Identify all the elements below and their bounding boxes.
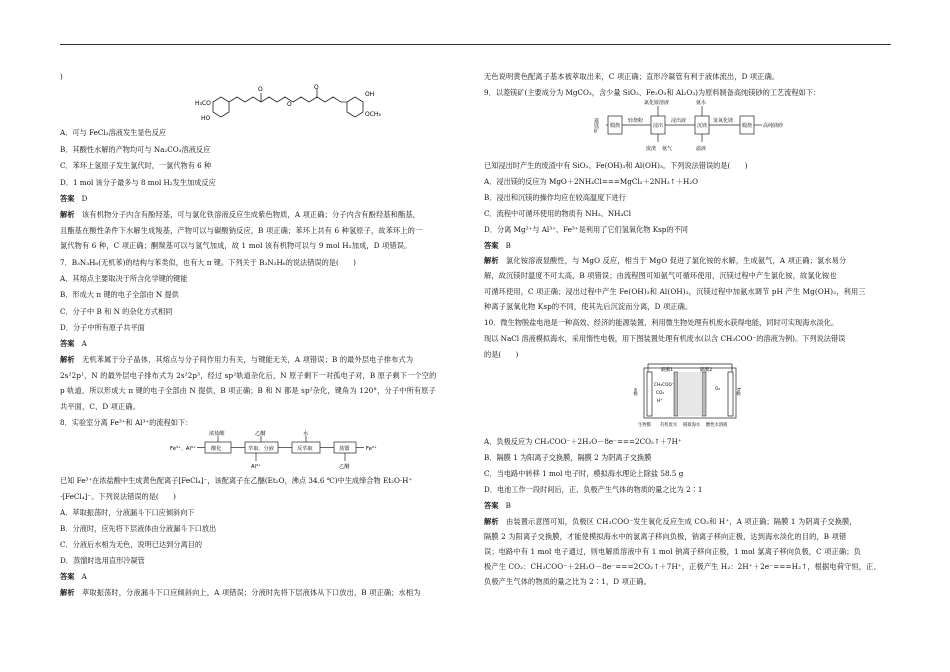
- q9-flow-ammonia: 氨水: [696, 100, 707, 106]
- q10-exp-4: 极产生 CO₂：CH₃COO⁻＋2H₂O－8e⁻===2CO₂↑＋7H⁺，正极产生 H₂：2H⁺＋2e⁻===H₂↑，根据电荷守恒，正、: [484, 562, 881, 571]
- q8-text-1: 已知 Fe³⁺在浓盐酸中生成黄色配离子[FeCl₄]⁻，该配离子在乙醚(Et₂O，沸点 34.6 ℃)中生成缔合物 Et₂O·H⁺: [60, 476, 413, 485]
- q8-flow-start: Fe³⁺、Al³⁺: [170, 446, 196, 452]
- q9-flow-b2out: 浸出液: [671, 118, 687, 124]
- q9-flow-raw: 菱镁矿: [593, 118, 599, 133]
- mol-o1: O: [258, 86, 263, 93]
- q6-option-d: D．1 mol 该分子最多与 8 mol H₂发生加成反应: [60, 178, 216, 187]
- q10-acetate: CH₃COO⁻: [654, 383, 674, 388]
- q6-exp-1: [60, 210, 420, 221]
- q9-text-1: 已知浸出时产生的废渣中有 SiO₂、Fe(OH)₃和 Al(OH)₃。下列说法错误的是( ): [484, 161, 748, 170]
- q7-exp-1: [60, 355, 413, 366]
- q9-exp-text-1: 氯化铵溶液显酸性，与 MgO 反应，相当于 MgO 促进了氯化铵的水解，生成氨气，A 项正确；氯水易分: [506, 256, 847, 265]
- q10-co2: CO₂: [656, 391, 665, 396]
- q9-exp-3: 可循环使用，C 项正确；浸出过程中产生 Fe(OH)₃和 Al(OH)₃，沉镁过程中加氨水调节 pH 产生 Mg(OH)₂，利用三: [484, 287, 866, 296]
- q9-flow-filtrate: 滤液: [696, 146, 707, 152]
- q10-option-a: A．负极反应为 CH₃COO⁻＋2H₂O－8e⁻===2CO₂↑＋7H⁺: [484, 437, 682, 446]
- q9-option-a: A．浸出镁的反应为 MgO＋2NH₄Cl===MgCl₂＋2NH₃↑＋H₂O: [484, 177, 698, 186]
- q10-exp-2: 隔膜 2 为阳离子交换膜，才能使模拟海水中的氯离子移向负极，钠离子移向正极，达到海水淡化的目的，B 项错: [484, 532, 847, 541]
- q8-answer: A: [81, 572, 87, 581]
- q10-option-b: B．隔膜 1 为阳离子交换膜，隔膜 2 为阴离子交换膜: [484, 453, 652, 462]
- q10-cap-seawater: 模拟海水: [683, 423, 701, 428]
- q10-answer-line: [484, 501, 511, 512]
- q10-stem-2: 现以 NaCl 溶液模拟海水，采用惰性电极，用下图装置处理有机废水(以含 CH₃COO⁻的溶液为例)。下列说法错误: [484, 334, 846, 343]
- q8-flow-box2: 萃取、分液: [248, 446, 274, 452]
- q9-answer-line: [484, 241, 511, 252]
- q8-flow-reagent3: 水: [303, 431, 309, 437]
- q10-option-d: D．电池工作一段时间后，正、负极产生气体的物质的量之比为 2∶1: [484, 485, 703, 494]
- q7-exp-text-1: 无机苯属于分子晶体，其熔点与分子间作用力有关，与键能无关，A 项错误；B 的最外层电子排布式为: [82, 355, 414, 364]
- q8-option-d: D．蒸馏时选用直形冷凝管: [60, 556, 145, 565]
- answer-label: 答案: [60, 572, 75, 581]
- q6-option-c: C．苯环上氢原子发生氯代时，一氯代物有 6 种: [60, 161, 212, 170]
- q9-flow-b4: 煅烧: [742, 123, 753, 129]
- q8-flow-end: Fe³⁺: [366, 446, 377, 452]
- q8-flow-box4: 蒸馏: [339, 446, 350, 452]
- header-rule: [60, 44, 891, 45]
- q8-flow-reagent2: 乙醚: [255, 431, 266, 437]
- q8-flow-out2: 乙醚: [339, 464, 350, 470]
- q6-exp-3: 氯代物有 6 种，C 项正确；酮羰基可以与氢气加成，故 1 mol 该有机物可以与 9 mol H₂加成，D 项错误。: [60, 241, 412, 250]
- q10-exp-1: [484, 517, 857, 528]
- exp-label: 解析: [60, 210, 75, 219]
- q8-flow-out1: Al³⁺: [251, 464, 261, 470]
- q6-option-b: B．其酸性水解的产物均可与 Na₂CO₃溶液反应: [60, 145, 211, 154]
- q8-exp-continued: 无色说明黄色配离子基本被萃取出来，C 项正确；直形冷凝管有利于液体流出，D 项正确。: [484, 72, 780, 81]
- q10-a-electrode: a极: [632, 388, 638, 396]
- mol-oh-right: OH: [365, 91, 375, 98]
- q8-flow-box3: 反萃取: [297, 446, 313, 452]
- q10-stem-3: 的是( ): [484, 350, 519, 359]
- q7-option-a: A．其熔点主要取决于所含化学键的键能: [60, 274, 188, 283]
- q7-stem: 7．B₃N₃H₆(无机苯)的结构与苯类似，也有大 π 键。下列关于 B₃N₃H₆的说法错误的是( ): [60, 258, 356, 267]
- q10-exp-3: 误；电路中有 1 mol 电子通过，则电解质溶液中有 1 mol 钠离子移向正极，1 mol 氯离子移向负极，C 项正确；负: [484, 547, 861, 556]
- q9-flow-b1out: 轻烧粉: [628, 118, 644, 124]
- mol-ome-left: H₃CO: [195, 100, 211, 107]
- q7-option-d: D．分子中所有原子共平面: [60, 323, 145, 332]
- q9-flow-gas: 氨气: [662, 146, 673, 152]
- q8-flow-box1: 酸化: [211, 446, 222, 452]
- q8-exp-text-1: 萃取振荡时，分液漏斗下口应倾斜向上，A 项错误；分液时先将下层液体从下口放出，B 项正确；水相为: [82, 588, 421, 597]
- q10-b-electrode: b极: [735, 388, 741, 396]
- q9-flow-b1: 煅烧: [610, 123, 621, 129]
- q10-membrane1: 隔膜1: [661, 368, 674, 373]
- q7-option-b: B．形成大 π 键的电子全部由 N 提供: [60, 290, 179, 299]
- mol-ome-right: OCH₃: [365, 111, 381, 118]
- q9-stem: 9．以菱镁矿(主要成分为 MgCO₃，含少量 SiO₂、Fe₂O₃和 Al₂O₃)为原料制备高纯镁砂的工艺流程如下：: [484, 88, 821, 97]
- q10-hplus: H⁺: [657, 399, 663, 404]
- q10-cap-wastewater: 有机废水: [660, 423, 678, 428]
- q8-answer-line: [60, 572, 87, 583]
- q10-battery-diagram: [634, 360, 746, 432]
- q9-flow-b3out: 氢氧化镁: [713, 118, 734, 124]
- q10-stem-1: 10．微生物脱盐电池是一种高效、经济的能源装置，利用微生物处理有机废水获得电能，同时可实现海水淡化。: [484, 318, 839, 327]
- q6-answer: D: [81, 194, 88, 203]
- q10-option-c: C．当电路中转移 1 mol 电子时，模拟海水理论上除盐 58.5 g: [484, 469, 684, 478]
- q10-exp-5: 负极产生气体的物质的量之比为 2∶1，D 项正确。: [484, 577, 651, 586]
- q10-cap-acidic: 酸性水溶液: [706, 423, 728, 428]
- exp-label: 解析: [484, 517, 499, 526]
- q9-exp-1: [484, 256, 846, 267]
- q7-exp-4: 共平面，C、D 项正确。: [60, 402, 141, 411]
- q6-exp-text-1: 该有机物分子内含有酚羟基，可与氯化铁溶液反应生成紫色物质，A 项正确；分子内含有酚羟基和酯基，: [82, 210, 420, 219]
- answer-label: 答案: [484, 501, 499, 510]
- q9-flowchart: [593, 98, 786, 153]
- q10-o2: O₂: [715, 387, 721, 392]
- q8-option-c: C．分液后水相为无色，说明已达到分离目的: [60, 540, 203, 549]
- q9-flow-product: 高纯镁砂: [763, 123, 784, 129]
- q6-exp-2: 且酯基在酸性条件下水解生成羧基，产物可以与碳酸钠反应，B 项正确；苯环上共有 6 种氢原子，故苯环上的一: [60, 226, 423, 235]
- q9-exp-2: 解，故沉镁时温度不可太高，B 项错误；由流程图可知氨气可循环使用，沉镁过程中产生氯化铵，故氯化铵也: [484, 271, 837, 280]
- molecule-structure: [195, 84, 395, 130]
- top-paren: ): [60, 72, 63, 81]
- answer-label: 答案: [484, 241, 499, 250]
- q9-option-d: D．分离 Mg²⁺与 Al³⁺、Fe³⁺是利用了它们氢氧化物 Ksp的不同: [484, 225, 688, 234]
- q9-answer: B: [505, 241, 511, 250]
- exp-label: 解析: [60, 355, 75, 364]
- answer-label: 答案: [60, 194, 75, 203]
- q6-answer-line: [60, 194, 87, 205]
- answer-label: 答案: [60, 339, 75, 348]
- q10-answer: B: [505, 501, 511, 510]
- q9-flow-waste: 废渣: [646, 146, 657, 152]
- q7-exp-2: 2s²2p¹，N 的最外层电子排布式为 2s²2p³，经过 sp²轨道杂化后，N 原子剩下一对孤电子对，B 原子剩下一个空的: [60, 371, 437, 380]
- q8-flowchart: [170, 430, 390, 474]
- q9-option-c: C．流程中可循环使用的物质有 NH₃、NH₄Cl: [484, 209, 632, 218]
- q8-flow-reagent1: 浓盐酸: [209, 431, 225, 437]
- q7-answer-line: [60, 339, 87, 350]
- q7-answer: A: [81, 339, 87, 348]
- q8-text-2: ·[FeCl₄]⁻。下列说法错误的是( ): [60, 492, 176, 501]
- q8-stem: 8．实验室分离 Fe³⁺和 Al³⁺的流程如下：: [60, 418, 193, 427]
- q8-exp-1: [60, 588, 421, 599]
- q9-flow-solvent: 氯化铵溶液: [644, 100, 670, 106]
- q10-membrane2: 隔膜2: [700, 368, 713, 373]
- q9-flow-b3: 沉镁: [697, 123, 708, 129]
- q9-option-b: B．浸出和沉镁的操作均应在较高温度下进行: [484, 193, 626, 202]
- q6-option-a: A．可与 FeCl₃溶液发生显色反应: [60, 128, 167, 137]
- q10-exp-text-1: 由装置示意图可知，负极区 CH₃COO⁻发生氧化反应生成 CO₂和 H⁺，A 项正确；隔膜 1 为阴离子交换膜，: [506, 517, 857, 526]
- q8-option-b: B．分液时，应先将下层液体由分液漏斗下口放出: [60, 524, 217, 533]
- q8-option-a: A．萃取振荡时，分液漏斗下口应倾斜向下: [60, 508, 195, 517]
- q9-exp-4: 种离子氢氧化物 Ksp的不同，使其先后沉淀而分离，D 项正确。: [484, 302, 693, 311]
- mol-o2: O: [287, 101, 292, 108]
- exp-label: 解析: [60, 588, 75, 597]
- mol-o3: O: [314, 84, 319, 91]
- q10-cap-biofilm: 生物膜: [638, 423, 651, 428]
- exp-label: 解析: [484, 256, 499, 265]
- q7-exp-3: p 轨道，所以形成大 π 键的电子全部由 N 提供，B 项正确；B 和 N 都是 sp²杂化，键角为 120°，分子中所有原子: [60, 386, 436, 395]
- q7-option-c: C．分子中 B 和 N 的杂化方式相同: [60, 307, 173, 316]
- q9-flow-b2: 浸出: [653, 123, 664, 129]
- mol-ho-left: HO: [201, 115, 211, 122]
